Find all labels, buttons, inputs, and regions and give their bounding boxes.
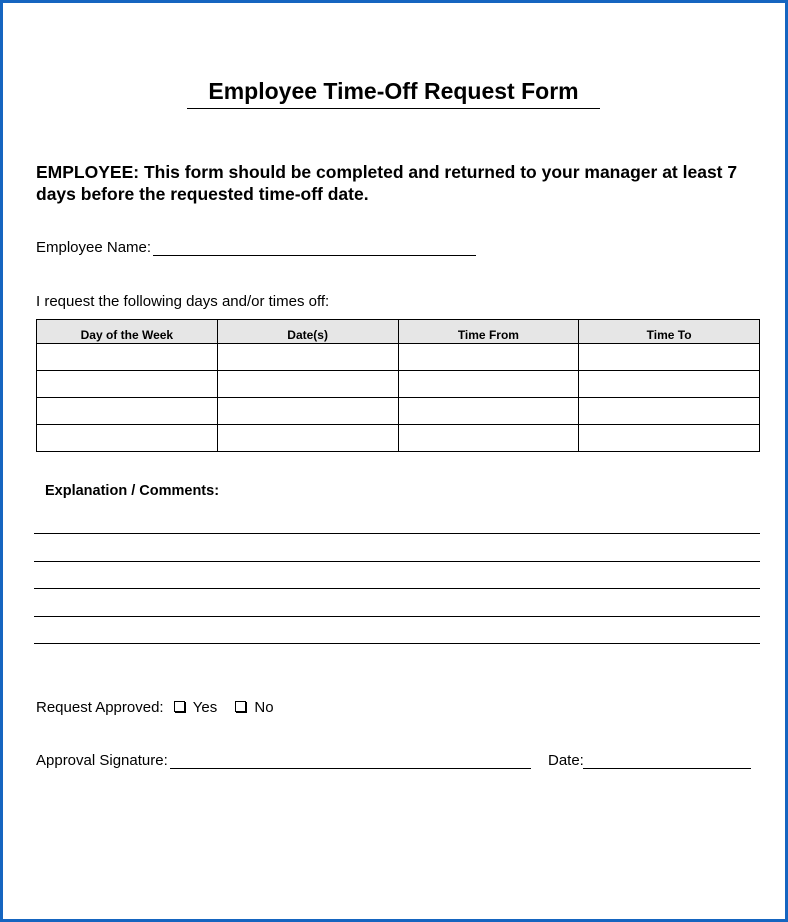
date-cell[interactable] — [217, 344, 398, 371]
comment-line[interactable] — [34, 616, 760, 617]
time-from-cell[interactable] — [398, 425, 579, 452]
table-row — [37, 344, 760, 371]
time-from-cell[interactable] — [398, 344, 579, 371]
time-to-cell[interactable] — [579, 425, 760, 452]
signature-label: Approval Signature: — [36, 752, 168, 769]
request-label: I request the following days and/or times off: — [36, 293, 330, 310]
comment-line[interactable] — [34, 588, 760, 589]
time-to-cell[interactable] — [579, 344, 760, 371]
table-row — [37, 398, 760, 425]
comment-line[interactable] — [34, 533, 760, 534]
table-header-row — [37, 320, 760, 344]
signature-field[interactable] — [170, 767, 531, 769]
no-label: No — [254, 699, 274, 716]
yes-label: Yes — [192, 699, 218, 716]
day-cell[interactable] — [37, 425, 218, 452]
no-checkbox[interactable] — [235, 701, 246, 712]
approval-label: Request Approved: — [36, 699, 164, 716]
table-row — [37, 371, 760, 398]
header-time-from: Time From — [398, 320, 579, 344]
header-dates: Date(s) — [217, 320, 398, 344]
date-cell[interactable] — [217, 371, 398, 398]
time-off-table — [36, 319, 760, 452]
date-cell[interactable] — [217, 425, 398, 452]
header-day-of-week: Day of the Week — [37, 320, 218, 344]
header-time-to: Time To — [579, 320, 760, 344]
time-to-cell[interactable] — [579, 371, 760, 398]
date-field[interactable] — [583, 767, 751, 769]
day-cell[interactable] — [37, 344, 218, 371]
employee-name-field[interactable] — [153, 254, 476, 256]
comment-line[interactable] — [34, 561, 760, 562]
yes-checkbox[interactable] — [174, 701, 185, 712]
table-row — [37, 425, 760, 452]
approve-no-option[interactable] — [235, 699, 273, 716]
instructions-body: This form should be completed and returned to your manager at least 7 days before the requested time-off date. — [36, 162, 738, 204]
time-from-cell[interactable] — [398, 371, 579, 398]
employee-instructions — [36, 161, 756, 205]
approve-yes-option[interactable] — [174, 699, 217, 716]
employee-name-label: Employee Name: — [36, 239, 152, 256]
time-to-cell[interactable] — [579, 398, 760, 425]
day-cell[interactable] — [37, 371, 218, 398]
approval-row — [36, 699, 274, 717]
time-from-cell[interactable] — [398, 398, 579, 425]
day-cell[interactable] — [37, 398, 218, 425]
date-cell[interactable] — [217, 398, 398, 425]
form-title: Employee Time-Off Request Form — [187, 77, 600, 109]
comment-line[interactable] — [34, 643, 760, 644]
instructions-lead: EMPLOYEE: — [36, 162, 140, 182]
date-label: Date: — [548, 752, 584, 769]
comments-label: Explanation / Comments: — [45, 483, 220, 499]
